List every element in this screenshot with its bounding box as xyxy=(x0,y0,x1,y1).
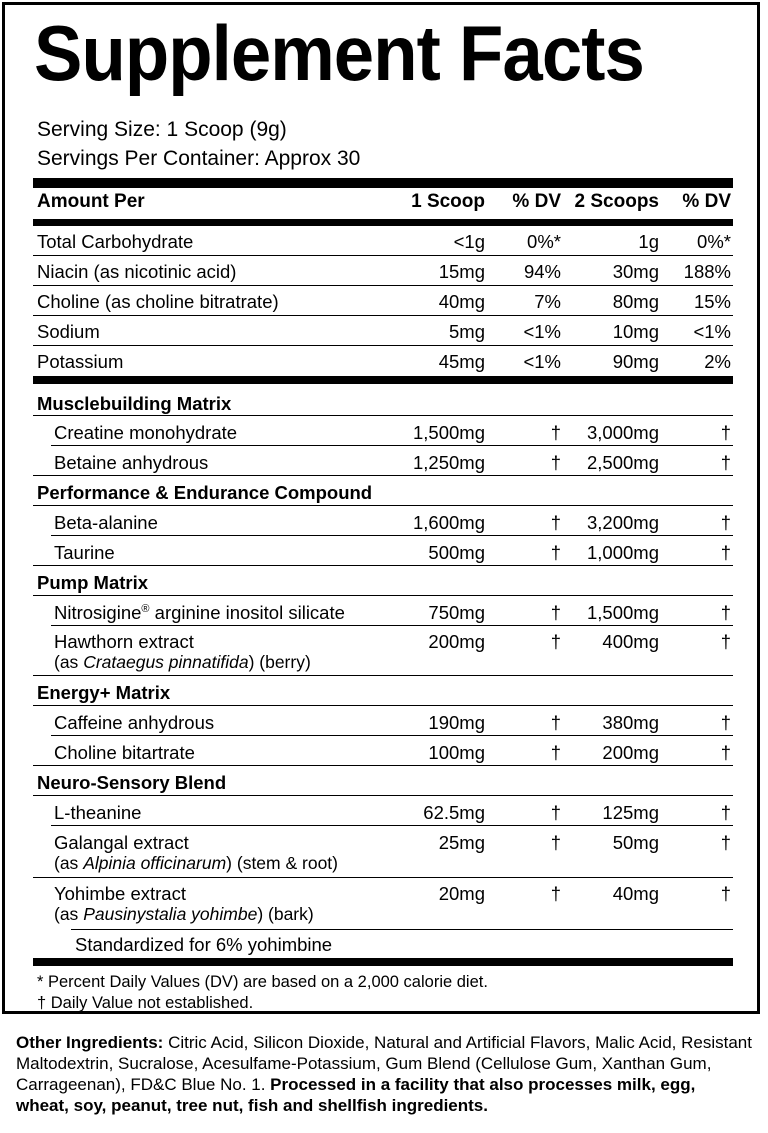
header-1-scoop: 1 Scoop xyxy=(411,191,485,212)
section-rule xyxy=(33,676,733,706)
nutrient-row: Total Carbohydrate <1g 0%* 1g 0%* xyxy=(33,226,733,256)
nutrient-row: Potassium 45mg <1% 90mg 2% xyxy=(37,351,731,372)
ingredient-row: Yohimbe extract (as Pausinystalia yohimbe) (bark) 20mg † 40mg † xyxy=(33,878,733,930)
footnote-percent-dv: * Percent Daily Values (DV) are based on a 2,000 calorie diet. xyxy=(37,973,488,991)
ingredient-row: Nitrosigine® arginine inositol silicate 750mg † 1,500mg † xyxy=(33,596,733,626)
nutrient-row: Sodium 5mg <1% 10mg <1% xyxy=(33,316,733,346)
panel-title: Supplement Facts xyxy=(34,9,644,97)
other-ingredients: Other Ingredients: Citric Acid, Silicon Dioxide, Natural and Artificial Flavors, Malic Acid, Resistant Maltodextrin, Sucralose, Acesulfame-Potassium, Gum Blend (Cellulose Gum, Xanthan Gum, Carrageenan), FD&C Blue No. 1. Processed in a facility that also processes milk, egg, wheat, soy, peanut, tree nut, fish and shellfish ingredients. xyxy=(16,1033,752,1115)
thick-divider-bottom xyxy=(33,958,733,966)
thick-divider-header xyxy=(33,219,733,226)
nutrient-row: Niacin (as nicotinic acid) 15mg 94% 30mg 188% xyxy=(33,256,733,286)
section-rule xyxy=(33,566,733,596)
header-dv-2: % DV xyxy=(682,191,731,212)
section-rule xyxy=(33,476,733,506)
header-2-scoops: 2 Scoops xyxy=(574,191,659,212)
section-performance-endurance: Performance & Endurance Compound xyxy=(37,482,373,503)
ingredient-row: Galangal extract (as Alpinia officinarum) (stem & root) 25mg † 50mg † xyxy=(33,826,733,878)
ingredient-row: Hawthorn extract (as Crataegus pinnatifida) (berry) 200mg † 400mg † xyxy=(33,626,733,676)
ingredient-row: Betaine anhydrous 1,250mg † 2,500mg † xyxy=(33,446,733,476)
ingredient-row: Taurine 500mg † 1,000mg † xyxy=(33,536,733,566)
ingredient-row: Beta-alanine 1,600mg † 3,200mg † xyxy=(33,506,733,536)
header-amount-per: Amount Per xyxy=(37,191,145,212)
section-neuro-sensory-blend: Neuro-Sensory Blend xyxy=(37,772,227,793)
ingredient-row: L-theanine 62.5mg † 125mg † xyxy=(33,796,733,826)
section-rule xyxy=(33,766,733,796)
section-energy-matrix: Energy+ Matrix xyxy=(37,682,171,703)
ingredient-row: Creatine monohydrate 1,500mg † 3,000mg † xyxy=(33,416,733,446)
ingredient-row: Choline bitartrate 100mg † 200mg † xyxy=(33,736,733,766)
thick-divider-top xyxy=(33,178,733,188)
ingredient-row: Caffeine anhydrous 190mg † 380mg † xyxy=(33,706,733,736)
footnote-dagger: † Daily Value not established. xyxy=(37,994,254,1012)
thick-divider-nutrients xyxy=(33,376,733,384)
section-musclebuilding-matrix: Musclebuilding Matrix xyxy=(37,393,232,414)
section-pump-matrix: Pump Matrix xyxy=(37,572,149,593)
header-dv-1: % DV xyxy=(512,191,561,212)
section-rule xyxy=(33,386,733,416)
serving-size: Serving Size: 1 Scoop (9g) xyxy=(37,118,287,141)
nutrient-row: Choline (as choline bitratrate) 40mg 7% 80mg 15% xyxy=(33,286,733,316)
ingredient-row: Standardized for 6% yohimbine xyxy=(75,934,333,955)
servings-per-container: Servings Per Container: Approx 30 xyxy=(37,147,361,170)
